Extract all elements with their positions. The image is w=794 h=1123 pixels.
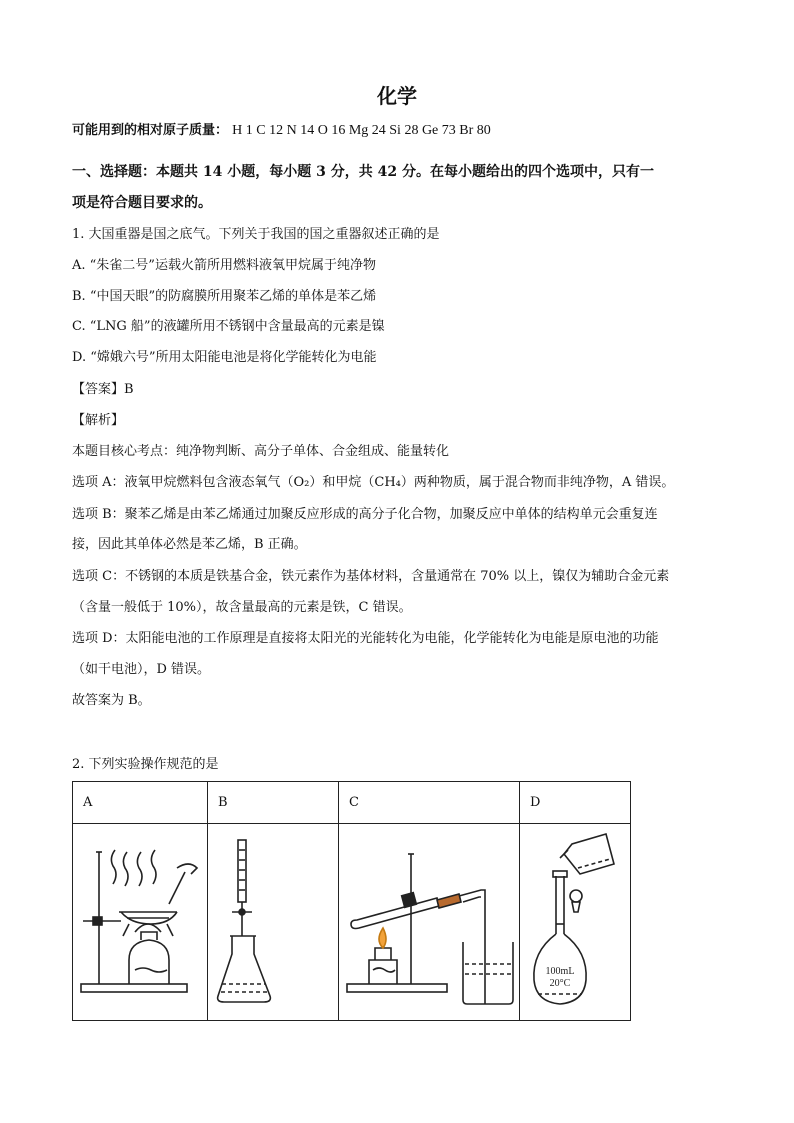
analysis-line: 故答案为 B。 [72, 693, 151, 708]
section-heading-line2: 项是符合题目要求的。 [72, 195, 212, 211]
analysis-line: 接，因此其单体必然是苯乙烯，B 正确。 [72, 537, 307, 552]
atomic-mass-row [72, 122, 491, 140]
evaporation-apparatus-icon [73, 824, 207, 1020]
q1-option-a: A. “朱雀二号”运载火箭所用燃料液氧甲烷属于纯净物 [72, 258, 376, 273]
q1-answer: 【答案】B [72, 382, 134, 397]
analysis-line: 选项 A：液氧甲烷燃料包含液态氧气（O₂）和甲烷（CH₄）两种物质，属于混合物而非纯净物，A 错误。 [72, 475, 675, 490]
atomic-mass-values: H 1 C 12 N 14 O 16 Mg 24 Si 28 Ge 73 Br 80 [232, 123, 491, 138]
q2-col-c-header: C [339, 782, 520, 824]
flask-volume-label: 100mL [545, 966, 575, 977]
q1-stem: 1. 大国重器是国之底气。下列关于我国的国之重器叙述正确的是 [72, 227, 440, 242]
q2-image-b [208, 824, 339, 1021]
volumetric-flask-icon [520, 824, 630, 1020]
q2-image-c [339, 824, 520, 1021]
atomic-mass-label: 可能用到的相对原子质量： [72, 123, 229, 138]
q2-options-table [72, 781, 631, 1021]
q1-option-d: D. “嫦娥六号”所用太阳能电池是将化学能转化为电能 [72, 350, 377, 365]
page-title: 化学 [377, 84, 417, 108]
q2-col-a-header: A [73, 782, 208, 824]
q2-stem: 2. 下列实验操作规范的是 [72, 757, 219, 772]
flask-temp-label: 20°C [549, 978, 571, 989]
analysis-line: 选项 D：太阳能电池的工作原理是直接将太阳光的光能转化为电能，化学能转化为电能是原电池的功能 [72, 631, 659, 646]
q2-image-d [520, 824, 631, 1021]
section-heading-line1: 一、选择题：本题共 14 小题，每小题 3 分，共 42 分。在每小题给出的四个选项中，只有一 [72, 164, 654, 180]
analysis-line: 选项 C：不锈钢的本质是铁基合金，铁元素作为基体材料，含量通常在 70% 以上，镍仅为辅助合金元素 [72, 569, 670, 584]
analysis-line: 选项 B：聚苯乙烯是由苯乙烯通过加聚反应形成的高分子化合物，加聚反应中单体的结构单元会重复连 [72, 507, 658, 522]
q1-option-c: C. “LNG 船”的液罐所用不锈钢中含量最高的元素是镍 [72, 319, 385, 334]
analysis-line: （如干电池），D 错误。 [72, 662, 211, 677]
titration-apparatus-icon [208, 824, 336, 1020]
q1-option-b: B. “中国天眼”的防腐膜所用聚苯乙烯的单体是苯乙烯 [72, 289, 377, 304]
q2-col-d-header: D [520, 782, 631, 824]
q1-analysis-tag: 【解析】 [72, 413, 125, 428]
gas-generation-apparatus-icon [339, 824, 519, 1020]
q2-image-a [73, 824, 208, 1021]
analysis-line: 本题目核心考点：纯净物判断、高分子单体、合金组成、能量转化 [72, 444, 450, 459]
q2-col-b-header: B [208, 782, 339, 824]
analysis-line: （含量一般低于 10%），故含量最高的元素是铁，C 错误。 [72, 600, 412, 615]
